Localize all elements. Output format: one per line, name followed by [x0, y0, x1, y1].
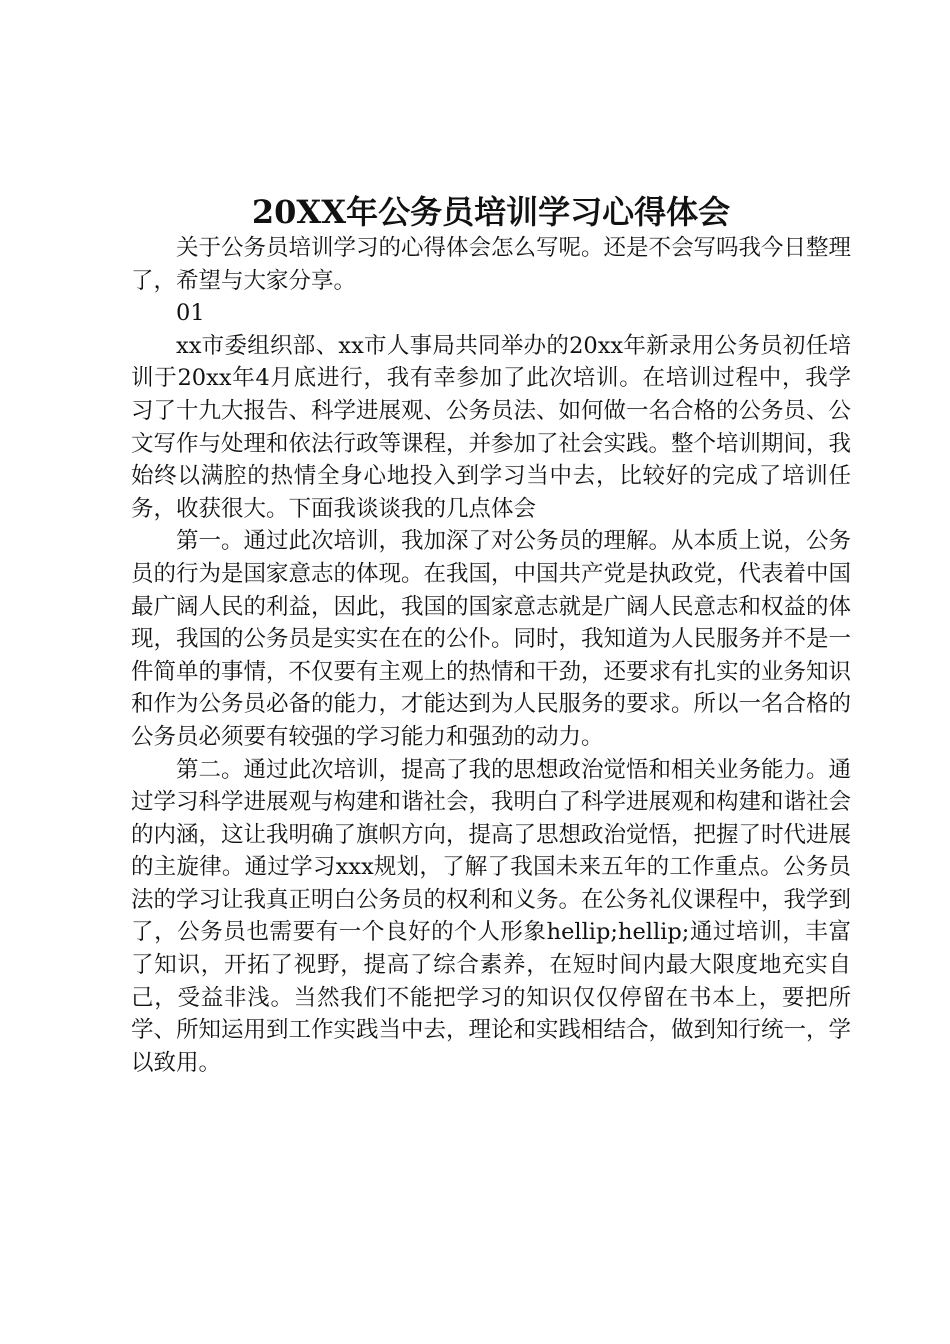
body-paragraph-2: 第一。通过此次培训，我加深了对公务员的理解。从本质上说，公务员的行为是国家意志的体现。在我国，中国共产党是执政党，代表着中国最广阔人民的利益，因此，我国的国家意志就是广阔人民意志和权益的体现，我国的公务员是实实在在的公仆。同时，我知道为人民服务并不是一件简单的事情，不仅要有主观上的热情和干劲，还要求有扎实的业务知识和作为公务员必备的能力，才能达到为人民服务的要求。所以一名合格的公务员必须要有较强的学习能力和强劲的动力。: [131, 528, 852, 750]
body-paragraph-3: 第二。通过此次培训，提高了我的思想政治觉悟和相关业务能力。通过学习科学进展观与构建和谐社会，我明白了科学进展观和构建和谐社会的内涵，这让我明确了旗帜方向，提高了思想政治觉悟，把握了时代进展的主旋律。通过学习xxx规划，了解了我国未来五年的工作重点。公务员法的学习让我真正明白公务员的权利和义务。在公务礼仪课程中，我学到了，公务员也需要有一个良好的个人形象hellip;hellip;通过培训，丰富了知识，开拓了视野，提高了综合素养，在短时间内最大限度地充实自己，受益非浅。当然我们不能把学习的知识仅仅停留在书本上，要把所学、所知运用到工作实践当中去，理论和实践相结合，做到知行统一，学以致用。: [131, 756, 852, 1076]
document-title: 20XX年公务员培训学习心得体会: [251, 193, 731, 231]
body-paragraph-1: xx市委组织部、xx市人事局共同举办的20xx年新录用公务员初任培训于20xx年4月底进行，我有幸参加了此次培训。在培训过程中，我学习了十九大报告、科学进展观、公务员法、如何做一名合格的公务员、公文写作与处理和依法行政等课程，并参加了社会实践。整个培训期间，我始终以满腔的热情全身心地投入到学习当中去，比较好的完成了培训任务，收获很大。下面我谈谈我的几点体会: [131, 332, 852, 522]
intro-paragraph: 关于公务员培训学习的心得体会怎么写呢。还是不会写吗我今日整理了，希望与大家分享。: [131, 235, 852, 294]
document-page: [131, 190, 851, 1079]
section-number: 01: [176, 300, 205, 327]
